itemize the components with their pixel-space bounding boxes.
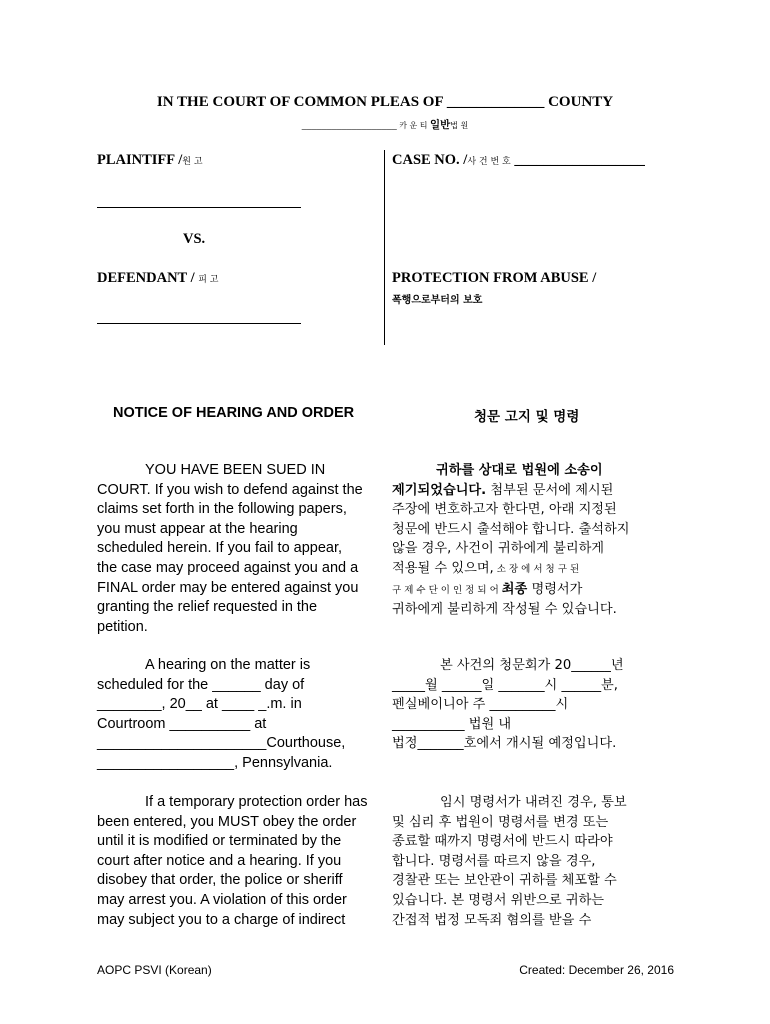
para2-en (97, 656, 345, 774)
para3-ko-line: 합니다. 명령서를 따르지 않을 경우, (392, 853, 596, 869)
para1-ko-rest: 명령서가 (527, 581, 583, 597)
court-title: IN THE COURT OF COMMON PLEAS OF _____________ COUNTY (156, 94, 614, 110)
para2-en-line: ________, 20__ at ____ _.m. in (97, 696, 302, 713)
para3-ko-line: 있습니다. 본 명령서 위반으로 귀하는 (392, 892, 605, 908)
para2-en-line: _____________________Courthouse, (97, 735, 346, 752)
para1-ko-final: 최종 (501, 581, 528, 597)
para1-en-line: scheduled herein. If you fail to appear, (97, 540, 343, 557)
para1-ko-line: 주장에 변호하고자 한다면, 아래 지정된 (392, 502, 617, 518)
plaintiff-text-ko: 원 고 (182, 157, 203, 167)
para3-ko (392, 793, 627, 930)
para3-ko-line: 경찰관 또는 보안관이 귀하를 체포할 수 (392, 873, 617, 889)
county-label-ko: 카 운 티 (399, 121, 428, 130)
para2-ko-line: 본 사건의 청문회가 20______년 (440, 658, 624, 673)
general-label-ko: 일반 (429, 119, 451, 131)
pfa-label-ko: 폭행으로부터의 보호 (392, 295, 483, 306)
county-blank: ___________________ (301, 120, 397, 131)
para2-en-line: scheduled for the ______ day of (97, 676, 305, 693)
para3-en-line: If a temporary protection order has (145, 794, 368, 810)
para1-en-line: YOU HAVE BEEN SUED IN (145, 462, 326, 478)
para2-ko-line: 펜실베이니아 주 __________시 (392, 697, 569, 713)
para2-ko-line: _____월 ______일 _______시 ______분, (392, 677, 618, 693)
para1-ko-bold: 제기되었습니다. (392, 482, 487, 498)
case-number-text-ko: 사 건 번 호 (467, 157, 511, 167)
para1-en-line: claims set forth in the following papers, (97, 501, 347, 518)
para3-en-line: may subject you to a charge of indirect (97, 911, 346, 928)
case-number-text: CASE NO. / (392, 152, 468, 168)
para3-ko-line: 및 심리 후 법원이 명령서를 변경 또는 (392, 814, 609, 830)
para3-ko-line: 간접적 법정 모독죄 혐의를 받을 수 (392, 912, 592, 928)
para2-en-line: A hearing on the matter is (145, 657, 311, 673)
para2-ko-line: ___________ 법원 내 (392, 716, 512, 732)
plaintiff-label (97, 152, 203, 169)
para1-ko (392, 461, 630, 620)
caption-divider (384, 150, 385, 345)
para3-en-line: until it is modified or terminated by the (97, 833, 342, 850)
para3-en (97, 793, 367, 930)
para1-ko-rest: 첨부된 문서에 제시된 (486, 482, 614, 498)
versus-label: VS. (183, 231, 206, 247)
para1-en (97, 461, 363, 637)
para1-ko-small: 구 제 수 단 이 인 정 되 어 (392, 584, 502, 596)
para2-ko (392, 656, 624, 754)
para3-en-line: been entered, you MUST obey the order (97, 813, 357, 830)
case-number-label (392, 152, 645, 169)
para1-en-line: COURT. If you wish to defend against the (97, 481, 363, 498)
notice-heading: NOTICE OF HEARING AND ORDER (113, 405, 355, 421)
para1-en-line: the case may proceed against you and a (97, 559, 359, 576)
plaintiff-name-line (97, 207, 301, 208)
para1-ko-line: 귀하에게 불리하게 작성될 수 있습니다. (392, 602, 617, 618)
defendant-name-line (97, 323, 301, 324)
plaintiff-text: PLAINTIFF / (97, 152, 183, 168)
para1-ko-line: 청문에 반드시 출석해야 합니다. 출석하지 (392, 521, 630, 537)
defendant-text: DEFENDANT / (97, 270, 195, 286)
para1-en-line: granting the relief requested in the (97, 599, 318, 616)
para2-en-line: Courtroom __________ at (97, 715, 267, 732)
defendant-label (97, 270, 219, 287)
defendant-text-ko: 피 고 (198, 275, 219, 285)
footer-created-date: Created: December 26, 2016 (519, 963, 674, 977)
para2-ko-line: 법정_______호에서 개시될 예정입니다. (392, 736, 617, 752)
para3-en-line: court after notice and a hearing. If you (97, 852, 342, 869)
para2-en-line: _________________, Pennsylvania. (97, 754, 333, 771)
notice-heading-ko: 청문 고지 및 명령 (474, 409, 580, 425)
para1-en-line: FINAL order may be entered against you (97, 579, 359, 596)
pfa-label: PROTECTION FROM ABUSE / (392, 270, 597, 286)
para1-ko-line: 않을 경우, 사건이 귀하에게 불리하게 (392, 541, 605, 557)
para3-en-line: may arrest you. A violation of this order (97, 891, 347, 908)
para1-ko-line: 귀하를 상대로 법원에 소송이 (436, 463, 603, 478)
para1-ko-small: 소 장 에 서 청 구 된 (493, 563, 580, 575)
court-label-ko: 법 원 (450, 121, 469, 130)
para3-en-line: disobey that order, the police or sheriff (97, 872, 343, 889)
para1-ko-line (392, 580, 630, 601)
court-subtitle (0, 117, 770, 132)
para1-ko-line (392, 481, 630, 501)
case-number-blank: __________________ (514, 152, 645, 168)
footer-form-id: AOPC PSVI (Korean) (97, 963, 212, 977)
para3-ko-line: 임시 명령서가 내려진 경우, 통보 (440, 795, 627, 810)
para3-ko-line: 종료할 때까지 명령서에 반드시 따라야 (392, 834, 613, 850)
para1-en-line: petition. (97, 618, 148, 635)
para1-ko-part: 적용될 수 있으며, (392, 560, 494, 576)
para1-ko-line (392, 559, 630, 580)
para1-en-line: you must appear at the hearing (97, 520, 298, 537)
